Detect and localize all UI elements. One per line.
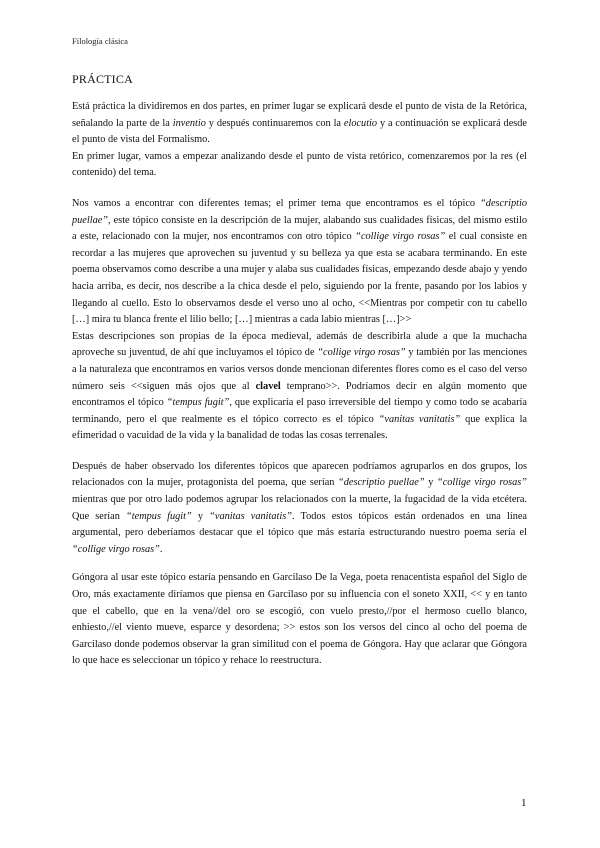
text-run: , que explicaría el paso irreversible del tiempo y como todo se acabaría terminando, pero el que realmente es el tópico correcto es el tópico bbox=[72, 397, 527, 425]
term-clavel: clavel bbox=[255, 380, 281, 392]
term-collige-virgo-rosas: “collige virgo rosas” bbox=[72, 543, 160, 555]
term-descriptio-puellae: “descriptio puellae” bbox=[338, 477, 425, 489]
term-collige-virgo-rosas: “collige virgo rosas” bbox=[355, 231, 446, 243]
document-body bbox=[72, 99, 527, 670]
paragraph-groups bbox=[72, 459, 527, 559]
term-elocutio: elocutio bbox=[343, 117, 378, 129]
text-run: Estas descripciones son propias de la época medieval, además de describirla alude a que la muchacha aproveche su juventud, de ahí que incluyamos el tópico de bbox=[72, 330, 527, 359]
text-run: . bbox=[159, 543, 163, 555]
term-inventio: inventio bbox=[172, 117, 206, 129]
text-run: y también por las menciones a la naturaleza que encontramos en varios versos donde mencionan diferentes flores como es el caso del verso número seis <<siguen más ojos que al bbox=[72, 347, 527, 392]
paragraph-spacer bbox=[72, 558, 527, 570]
text-run: Nos vamos a encontrar con diferentes temas; el primer tema que encontramos es el tópico bbox=[72, 197, 481, 209]
text-run: y a continuación se explicará desde el punto de vista del Formalismo. bbox=[72, 117, 528, 146]
term-collige-virgo-rosas: “collige virgo rosas” bbox=[436, 477, 527, 489]
text-run: temprano>>. Podríamos decir en algún momento que encontramos el tópico bbox=[72, 380, 527, 409]
running-header: Filología clásica bbox=[72, 36, 128, 46]
term-descriptio-puellae: “descriptio puellae” bbox=[72, 197, 527, 226]
paragraph-medieval bbox=[72, 329, 527, 445]
paragraph-res: En primer lugar, vamos a empezar analizando desde el punto de vista retórico, comenzaremos por la res (el contenido) del tema. bbox=[72, 150, 527, 179]
text-run: . Todos estos tópicos están ordenados en una línea argumental, pero deberíamos destacar que el tópico que más estaría estructurando nuestro poema sería el bbox=[72, 510, 528, 539]
text-run: Está práctica la dividiremos en dos partes, en primer lugar se explicará desde el punto de vista de la Retórica, señalando la parte de la bbox=[72, 101, 527, 129]
text-run: y después continuaremos con la bbox=[205, 117, 344, 129]
paragraph-topics bbox=[72, 196, 527, 329]
term-vanitas-vanitatis: “vanitas vanitatis” bbox=[378, 413, 461, 425]
text-run: y bbox=[191, 510, 210, 522]
text-run: , este tópico consiste en la descripción de la mujer, alabando sus cualidades físicas, del mismo estilo a este, relacionado con la mujer, nos encontramos con otro tópico bbox=[72, 214, 527, 243]
page-title: PRÁCTICA bbox=[72, 72, 133, 86]
text-run: mientras que por otro lado podemos agrupar los relacionados con la muerte, la fugacidad de la vida etcétera. Que serían bbox=[72, 494, 527, 522]
text-run: Después de haber observado los diferentes tópicos que aparecen podríamos agruparlos en dos grupos, los relacionados con la mujer, protagonista del poema, que serían bbox=[72, 460, 527, 489]
term-vanitas-vanitatis: “vanitas vanitatis” bbox=[209, 510, 292, 522]
paragraph-spacer bbox=[72, 445, 527, 459]
term-tempus-fugit: “tempus fugit” bbox=[166, 397, 230, 409]
paragraph-gongora: Góngora al usar este tópico estaría pensando en Garcilaso De la Vega, poeta renacentista español del Siglo de Oro, más exactamente diríamos que piensa en Garcilaso por su influencia con el soneto XXII, << y en tanto que el cabello, que en la vena//del oro se escogió, con vuelo presto,//por el hermoso cuello blanco, enhiesto,//el viento mueve, esparce y desordena; >> estos son los versos del cinco al ocho del poema de Garcilaso donde podemos observar la gran similitud con el poema de Góngora. Hay que aclarar que Góngora lo que hace es seleccionar un tópico y rehace lo reestructura. bbox=[72, 572, 527, 667]
page-number: 1 bbox=[521, 797, 527, 809]
text-run: que explica la efimeridad o vacuidad de la vida y la banalidad de todas las cosas terrenales. bbox=[72, 413, 527, 442]
term-tempus-fugit: “tempus fugit” bbox=[126, 510, 192, 522]
term-collige-virgo-rosas: “collige virgo rosas” bbox=[317, 347, 406, 359]
paragraph-spacer bbox=[72, 182, 527, 196]
text-run: y bbox=[424, 477, 437, 489]
paragraph-intro bbox=[72, 99, 527, 149]
text-run: el cual consiste en recordar a las mujeres que aprovechen su juventud y su belleza ya que esta se acabara terminando. En este poema observamos como describe a una mujer y alaba sus cualidades físicas, empezando desde abajo y yendo hacia arriba, es decir, nos describe a la chica desde el pelo, siguiendo por la frente, pasando por los labios y llegando al cuello. Esto lo observamos desde el verso uno al ocho, <<Mientras por competir con tu cabello […] mira tu blanca frente el lilio bello; […] mientras a cada labio mientras […]>> bbox=[72, 231, 527, 326]
